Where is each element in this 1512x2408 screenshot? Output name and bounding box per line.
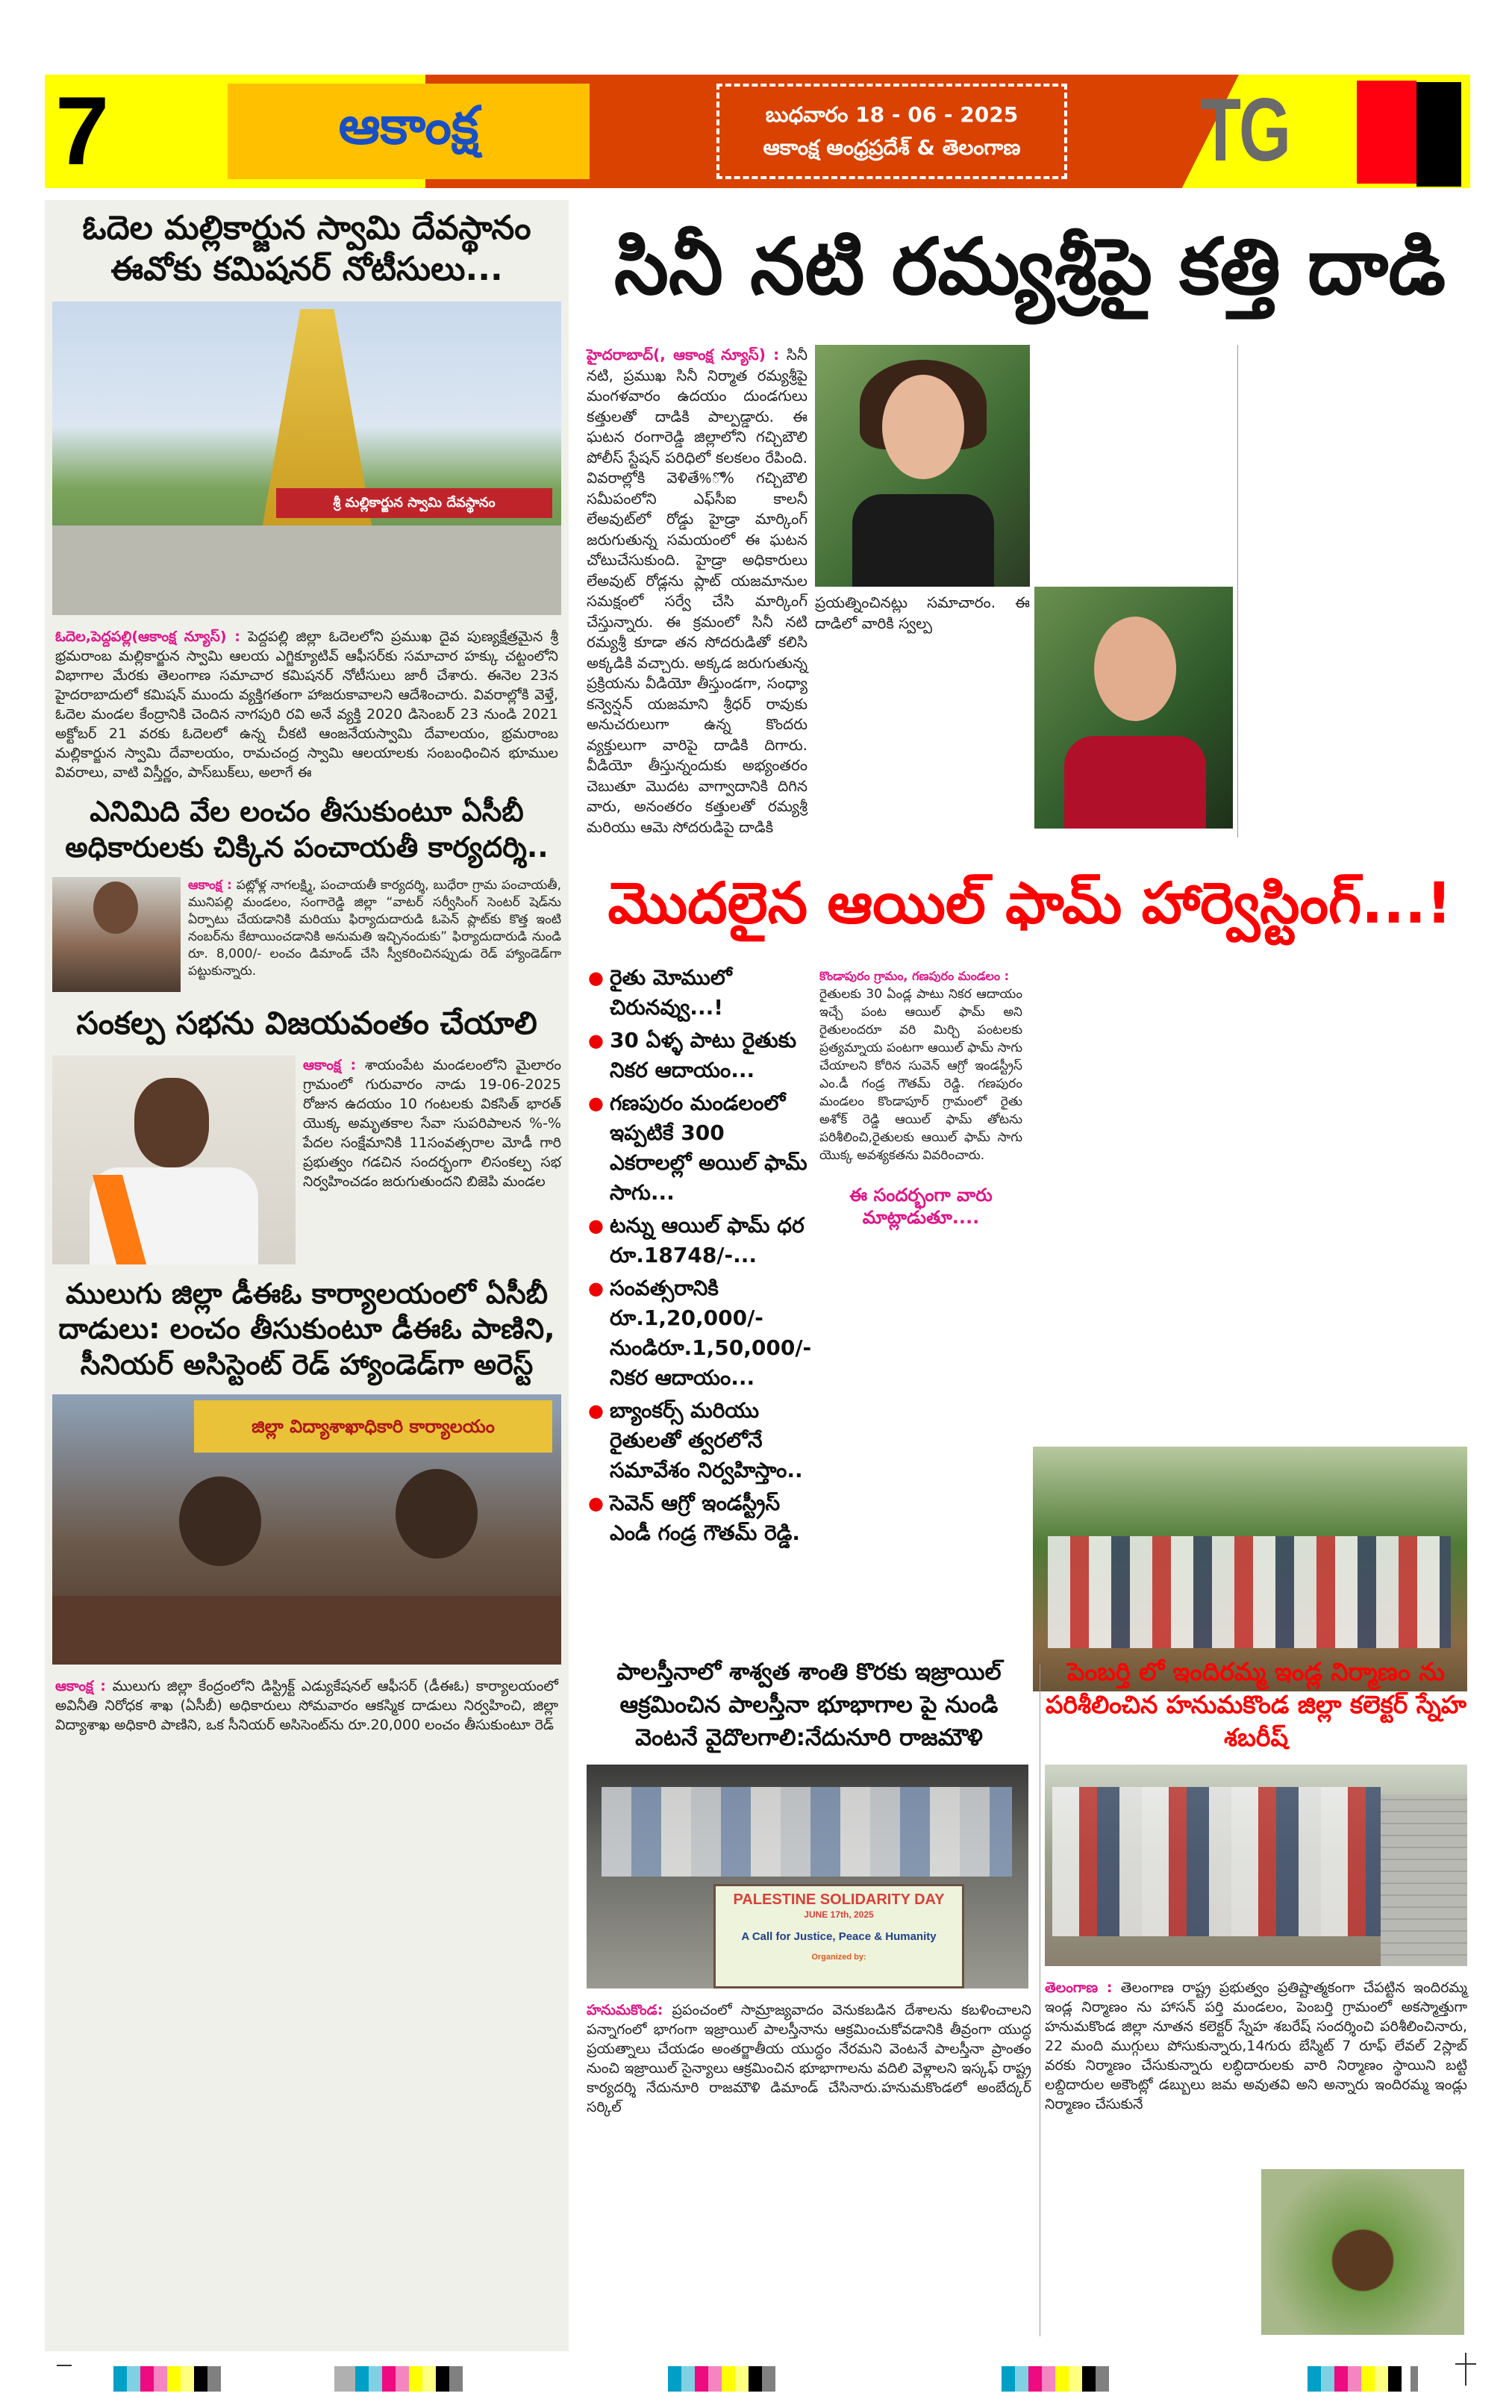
newspaper-logo bbox=[228, 84, 590, 179]
bullet-icon: ● bbox=[588, 1215, 604, 1236]
dress bbox=[852, 494, 994, 587]
flag-block bbox=[1357, 81, 1416, 184]
story-headline: ఓదెల మల్లికార్జున స్వామి దేవస్థానం ఈవోకు కమిషనర్ నోటీసులు... bbox=[82, 209, 531, 288]
date-box bbox=[716, 84, 1067, 179]
politician-photo bbox=[52, 1055, 296, 1264]
highlight-item: ● రైతు మోములో చిరునవ్వు...! bbox=[588, 963, 812, 1023]
story-text: పెద్దపల్లి జిల్లా ఓదెలలోని ప్రముఖ దైవ పుణ్యక్షేత్రమైన శ్రీ భ్రమరాంబ మల్లికార్జున స్వామి ఆలయ ఎగ్జిక్యూటివ్ ఆఫీసర్‌కు సమాచార హక్కు చట్టంలోని విభాగాల మేరకు తెలంగాణ సమాచార కమిషనర్ నోటీసులు జారీ చేశారు. ఈనెల 23న హైదరాబాదులో కమిషన్ ముందు వ్యక్తిగతంగా హాజరుకావాలని ఆదేశించారు. వివరాల్లోకి వెళ్తే, ఓదెల మండల కేంద్రానికి చెందిన నాగపురి రవి అనే వ్యక్తి 2020 డిసెంబర్ 23 నుండి 2021 అక్టోబర్ 21 వరకు ఓదెలలో ఉన్న చీకటి ఆంజనేయస్వామి దేవాలయం, భ్రమరాంబ మల్లికార్జున స్వామి దేవాలయం, రామచంద్ర స్వామి ఆలయాలకు సంబంధించిన భూముల వివరాలు, వాటి విస్తీర్ణం, పాస్‌బుక్‌లు, అలాగే ఈ bbox=[55, 628, 559, 781]
flag-shadow bbox=[1416, 82, 1461, 187]
subheading: ఈ సందర్భంగా వారు మాట్లాడుతూ.... bbox=[849, 1185, 993, 1228]
story-headline: సంకల్ప సభను విజయవంతం చేయాలి bbox=[76, 1005, 537, 1041]
brick-stack bbox=[1381, 1794, 1467, 1966]
issue-date: బుధవారం 18 - 06 - 2025 bbox=[765, 102, 1019, 127]
bullet-icon: ● bbox=[588, 1278, 604, 1299]
story-text: పట్లోళ్ల నాగలక్ష్మి, పంచాయతీ కార్యదర్శి, బుధేరా గ్రామ పంచాయతీ, మునిపల్లి మండలం, సంగారెడ్డి జిల్లా “వాటర్ సర్వీసింగ్ సెంటర్ షెడ్‌ను ఏర్పాటు చేయడానికి మరియు ఫిర్యాదుదారుడి ఓపెన్ ప్లాట్‌కు కొత్త ఇంటి నంబర్‌ను కేటాయించడానికి అనుమతి ఇచ్చినందుకు” ఫిర్యాదుదారుడి నుండి రూ. 8,000/- లంచం డిమాండ్ చేసి స్వీకరించినప్పుడు రెడ్ హ్యాండెడ్‌గా పట్టుకున్నారు. bbox=[188, 878, 562, 979]
people-row bbox=[602, 1787, 1012, 1877]
face bbox=[882, 375, 964, 479]
story-row bbox=[52, 877, 561, 992]
registration-mark bbox=[1465, 2353, 1466, 2386]
bullet-icon: ● bbox=[588, 1030, 604, 1051]
lead-story-body bbox=[587, 345, 807, 838]
story-headline: ఎనిమిది వేల లంచం తీసుకుంటూ ఏసీబీ అధికారులకు చిక్కిన పంచాయతీ కార్యదర్శి.. bbox=[65, 795, 549, 864]
lead-story-body-continued bbox=[1242, 345, 1467, 838]
story-body bbox=[188, 877, 561, 980]
story-text: ములుగు జిల్లా కేంద్రంలోని డిస్ట్రిక్ట్ ఎడ్యుకేషనల్ ఆఫీసర్ (డీఈఓ) కార్యాలయంలో అవినీతి నిరోధక శాఖ (ఏసీబీ) అధికారులు సోమవారం ఆకస్మిక దాడులు నిర్వహించి, జిల్లా విద్యాశాఖ అధికారి పాణిని, ఒక సీనియర్ అసిసెంట్‌ను రూ.20,000 లంచం తీసుకుంటూ రెడ్ bbox=[55, 1678, 558, 1733]
color-bar bbox=[668, 2366, 775, 2392]
story-text-continued: ప్రయత్నించినట్లు సమాచారం. ఈ దాడిలో వారికి స్వల్ప bbox=[815, 593, 1030, 632]
bullet-icon: ● bbox=[588, 967, 604, 988]
page-number: 7 bbox=[55, 76, 110, 185]
person-head bbox=[396, 1469, 478, 1559]
story-text: శాయంపేట మండలంలోని మైలారం గ్రామంలో గురువారం నాడు 19-06-2025 రోజున ఉదయం 10 గంటలకు వికసిత్ భారత్ యొక్క అమృతకాల సేవా సుపరిపాలన %-% పేదల సంక్షేమానికి 11సంవత్సరాల మోడీ గారి ప్రభుత్వం గడచిన సందర్భంగా లిసంకల్ప సభ నిర్వహించడం జరుగుతుందని బిజెపి మండల bbox=[303, 1056, 561, 1190]
highlights-list bbox=[588, 963, 812, 1551]
region-code: TG bbox=[1200, 80, 1289, 180]
story-text: ప్రపంచంలో సామ్రాజ్యవాదం వెనుకబడిన దేశాలను కబళించాలని పన్నాగంలో భాగంగా ఇజ్రాయిల్ పాలస్తీనాను ఆక్రమించుకోవడానికి తీవ్రంగా యుద్ధ ప్రయత్నాలు చేయడం అంతర్జాతీయ యుద్ధం నేరమని వెంటనే పాలస్తీనా ప్రాంతం నుంచి ఇజ్రాయిల్ సైన్యాలు ఆక్రమించిన భూభాగాలను వదిలి వెళ్లాలని ఇస్కఫ్ రాష్ట్ర కార్యదర్శి నేదునూరి రాజమౌళి డిమాండ్ చేసినారు.హనుమకొండలో అంబేద్కర్ సర్కిల్ bbox=[587, 2002, 1032, 2115]
accused-photo bbox=[52, 877, 181, 992]
story-row bbox=[52, 1055, 561, 1264]
color-bar bbox=[334, 2366, 463, 2392]
edition-name: ఆకాంక్ష ఆంధ్రప్రదేశ్ & తెలంగాణ bbox=[763, 135, 1021, 160]
dateline: ఆకాంక్ష : bbox=[303, 1056, 357, 1073]
registration-mark bbox=[57, 2365, 72, 2366]
temple-photo bbox=[52, 302, 561, 615]
highlight-item: ● 30 ఏళ్ళ పాటు రైతుకు నికర ఆదాయం... bbox=[588, 1026, 812, 1085]
actress-photo-2 bbox=[1034, 587, 1233, 829]
person-head bbox=[134, 1078, 209, 1167]
highlight-item: ● బ్యాంకర్స్ మరియు రైతులతో త్వరలోనే సమావేశం నిర్వహిస్తాం.. bbox=[588, 1396, 812, 1485]
person-head bbox=[179, 1476, 261, 1566]
collector-inspection-photo bbox=[1045, 1765, 1467, 1966]
dateline: తెలంగాణ : bbox=[1045, 1980, 1113, 1996]
color-bar bbox=[1308, 2366, 1418, 2392]
color-bar bbox=[113, 2366, 221, 2392]
banner-slogan: A Call for Justice, Peace & Humanity bbox=[741, 1930, 937, 1943]
bullet-icon: ● bbox=[588, 1493, 604, 1514]
banner-organizer: Organized by: bbox=[811, 1953, 866, 1962]
oil-palm-headline: మొదలైన ఆయిల్ ఫామ్ హార్వెస్టింగ్...! bbox=[607, 870, 1452, 936]
column-rule bbox=[1237, 345, 1238, 838]
story-text: తెలంగాణ రాష్ట్ర ప్రభుత్వం ప్రతిష్టాత్మకంగా చేపట్టిన ఇందిరమ్మ ఇండ్ల నిర్మాణం ను హాసన్ పర్తి మండలం, పెంబర్తి గ్రామంలో అకస్మాత్తుగా హనుమకొండ జిల్లా నూతన కలెక్టర్ స్నేహ శబరేష్ సందర్శించి పరిశీలించినారు, 22 మంది ముగ్గులు పోసుకున్నారు,14గురు బేస్మిట్ 7 రూఫ్ లేవల్ 2స్లాబ్ వరకు నిర్మాణం చేసుకున్నారు లబ్ధిదారులకు వారి నిర్మాణం స్థాయిని బట్టి లబ్దిదారుల అకౌంట్లో డబ్బులు జమ అవుతవి అని అన్నారు ఇందిరమ్మ ఇండ్లు నిర్మాణం చేసుకునే bbox=[1045, 1980, 1468, 2112]
rally-banner bbox=[713, 1884, 964, 1989]
palestine-headline: పాలస్తీనాలో శాశ్వత శాంతి కొరకు ఇజ్రాయిల్ ఆక్రమించిన పాలస్తీనా భూభాగాల పై నుండి వెంటనే వైదొలగాలి:నేదునూరి రాజమౌళి bbox=[616, 1659, 1002, 1751]
banner-title: PALESTINE SOLIDARITY DAY bbox=[733, 1891, 945, 1908]
dateline: ఆకాంక్ష : bbox=[188, 878, 232, 893]
story-headline: ములుగు జిల్లా డీఈఓ కార్యాలయంలో ఏసీబీ దాడులు: లంచం తీసుకుంటూ డీఈఓ పాణిని, సీనియర్ అసిస్టెంట్ రెడ్ హ్యాండెడ్‌గా అరెస్ట్ bbox=[58, 1276, 555, 1381]
farmers-group-photo bbox=[1033, 1447, 1467, 1691]
bullet-icon: ● bbox=[588, 1093, 604, 1114]
dress bbox=[1064, 736, 1206, 829]
indiramma-body bbox=[1045, 1978, 1467, 2114]
story-text: రైతులకు 30 ఏండ్ల పాటు నికర ఆదాయం ఇచ్చే పంట ఆయిల్ ఫామ్ అని రైతులందరూ వరి మిర్చి పంటలకు ప్రత్యమ్నాయ పంటగా ఆయిల్ ఫామ్ సాగు చేయాలని కోరిన సువెన్ ఆగ్రో ఇండస్ట్రీస్ ఎం.డీ గండ్ర గౌతమ్ రెడ్డి. గణపురం మండలం కొండాపూర్ గ్రామంలో రైతు అశోక్ రెడ్డి ఆయిల్ ఫామ్ తోటను పరిశీలించి,రైతులకు ఆయిల్ ఫామ్ సాగు యొక్క అవశ్యకతను వివరించారు. bbox=[819, 987, 1022, 1163]
temple-signboard: శ్రీ మల్లికార్జున స్వామి దేవస్థానం bbox=[276, 488, 552, 518]
color-bar bbox=[1002, 2366, 1109, 2392]
story-body bbox=[52, 627, 561, 782]
face bbox=[1094, 617, 1176, 721]
highlight-item: ● టన్ను ఆయిల్ ఫామ్ ధర రూ.18748/-... bbox=[588, 1211, 812, 1270]
story-body bbox=[303, 1055, 561, 1191]
dateline: ఆకాంక్ష : bbox=[55, 1678, 106, 1694]
dateline: ఓదెల,పెద్దపల్లి(ఆకాంక్ష న్యూస్) : bbox=[55, 628, 240, 645]
indiramma-headline: పెంబర్తి లో ఇందిరమ్మ ఇండ్ల నిర్మాణం ను పరిశీలించిన హనుమకొండ జిల్లా కలెక్టర్ స్నేహ శబరీష్ bbox=[1045, 1657, 1467, 1752]
palestine-body bbox=[587, 2000, 1031, 2117]
person-head bbox=[93, 882, 138, 934]
actress-photo-1 bbox=[815, 345, 1030, 587]
palm-fruit-photo bbox=[1261, 2169, 1464, 2335]
deo-office-photo bbox=[52, 1394, 561, 1665]
people-row bbox=[1048, 1536, 1451, 1648]
office-desk bbox=[52, 1596, 561, 1665]
oil-palm-body bbox=[819, 967, 1022, 1229]
story-text: సినీ నటి, ప్రముఖ సినీ నిర్మాత రమ్యశ్రీపై మంగళవారం ఉదయం దుండగులు కత్తులతో దాడికి పాల్పడ్డారు. ఈ ఘటన రంగారెడ్డి జిల్లాలోని గచ్చిబౌలి పోలీస్ స్టేషన్ పరిధిలో కలకలం రేపింది. వివరాల్లోకి వెళితే%ొ% గచ్చిబౌలి సమీపంలోని ఎఫ్‌సీఐ కాలనీ లేఅవుట్‌లో రోడ్డు హైడ్రా మార్కింగ్ జరుగుతున్న సమయంలో ఈ ఘటన చోటుచేసుకుంది. హైడ్రా అధికారులు లేఅవుట్ రోడ్లను ప్లాట్ యజమానుల సమక్షంలో సర్వే చేసి మార్కింగ్ చేస్తున్నారు. ఈ క్రమంలో సినీ నటి రమ్యశ్రీ కూడా తన సోదరుడితో కలిసి అక్కడికి వచ్చారు. అక్కడ జరుగుతున్న ప్రక్రియను వీడియో తీస్తుండగా, సంధ్యా కన్వెన్షన్ యజమాని శ్రీధర్ రావుకు అనుచరులుగా ఉన్న కొందరు వ్యక్తులుగా వారిపై దాడికి దిగారు. వీడియో తీస్తున్నందుకు అభ్యంతరం చెబుతూ మొదట వాగ్వాదానికి దిగిన వారు, అనంతరం కత్తులతో రమ్యశ్రీ మరియు ఆమె సోదరుడిపై దాడికి bbox=[587, 346, 807, 836]
people-row bbox=[1052, 1787, 1381, 1936]
highlight-item: ● గణపురం మండలంలో ఇప్పటికే 300 ఎకరాలల్లో అయిల్ ఫామ్ సాగు... bbox=[588, 1088, 812, 1208]
dateline: హనుమకొండ: bbox=[587, 2002, 663, 2018]
lead-story-body-continued bbox=[815, 593, 1030, 839]
masthead bbox=[45, 75, 1470, 188]
left-column bbox=[45, 200, 569, 2351]
office-signboard: జిల్లా విద్యాశాఖాధికారి కార్యాలయం bbox=[194, 1400, 552, 1453]
highlight-item: ● సంవత్సరానికి రూ.1,20,000/- నుండిరూ.1,50,000/- నికర ఆదాయం... bbox=[588, 1273, 812, 1393]
bullet-icon: ● bbox=[588, 1400, 604, 1421]
highlight-item: ● సెవెన్ ఆగ్రో ఇండస్ట్రీస్ ఎండీ గండ్ర గౌతమ్ రెడ్డి. bbox=[588, 1488, 812, 1548]
temple-wall bbox=[52, 525, 561, 615]
logo-text: ఆకాంక్ష bbox=[338, 94, 479, 156]
dateline: హైదరాబాద్(, ఆకాంక్ష న్యూస్) : bbox=[587, 346, 780, 364]
lead-headline: సినీ నటి రమ్యశ్రీపై కత్తి దాడి bbox=[613, 221, 1446, 312]
banner-date: JUNE 17th, 2025 bbox=[804, 1909, 874, 1920]
solidarity-rally-photo bbox=[587, 1765, 1028, 1989]
palestine-story bbox=[587, 1656, 1031, 2117]
dateline: కొండాపురం గ్రామం, గణపురం మండలం : bbox=[819, 969, 1010, 983]
indiramma-story bbox=[1045, 1656, 1467, 2114]
story-body bbox=[52, 1676, 561, 1735]
